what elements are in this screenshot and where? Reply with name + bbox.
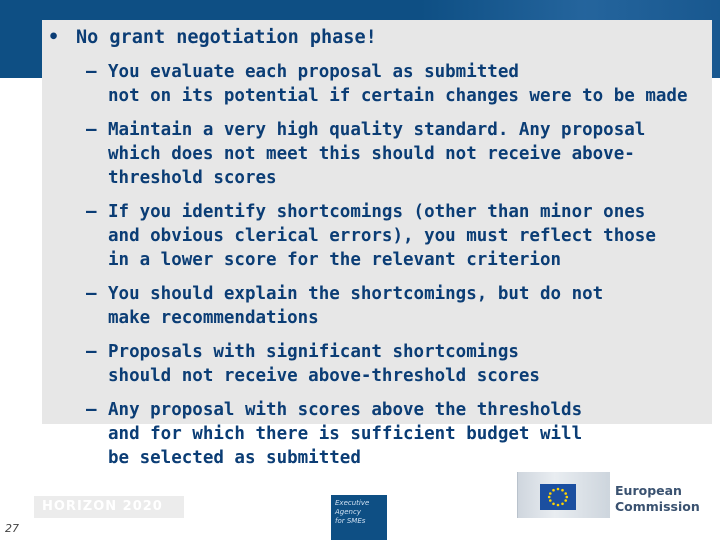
sub-bullet xyxy=(86,282,716,330)
commission-logo xyxy=(517,470,717,520)
main-bullet xyxy=(48,26,668,50)
sub-bullet-text: Maintain a very high quality standard. Any proposal which does not meet this should not receive above- threshold scores xyxy=(108,120,646,188)
bullet-icon: • xyxy=(48,27,60,48)
dash-icon: – xyxy=(86,342,97,362)
main-bullet-text: No grant negotiation phase! xyxy=(76,27,377,48)
building-icon xyxy=(517,472,610,518)
sub-bullet xyxy=(86,398,716,470)
sub-bullet-text: Any proposal with scores above the thresholds and for which there is sufficient budget will be selected as submitted xyxy=(108,400,583,468)
dash-icon: – xyxy=(86,202,97,222)
sub-bullet xyxy=(86,60,716,108)
sub-bullet-text: If you identify shortcomings (other than minor ones and obvious clerical errors), you must reflect those in a lower score for the relevant criterion xyxy=(108,202,656,270)
dash-icon: – xyxy=(86,120,97,140)
dash-icon: – xyxy=(86,284,97,304)
program-label: HORIZON 2020 xyxy=(34,496,184,518)
sub-bullet xyxy=(86,340,716,388)
sub-bullet-text: You should explain the shortcomings, but do not make recommendations xyxy=(108,284,604,328)
sub-bullet xyxy=(86,118,716,190)
dash-icon: – xyxy=(86,400,97,420)
eu-flag-icon xyxy=(540,484,576,510)
page-number: 27 xyxy=(5,522,19,535)
agency-logo: Executive Agency for SMEs xyxy=(331,495,387,540)
sub-bullet xyxy=(86,200,716,272)
sub-bullet-text: You evaluate each proposal as submitted not on its potential if certain changes were to be made xyxy=(108,62,688,106)
dash-icon: – xyxy=(86,62,97,82)
commission-name: European Commission xyxy=(615,483,700,514)
sub-bullet-text: Proposals with significant shortcomings should not receive above-threshold scores xyxy=(108,342,540,386)
